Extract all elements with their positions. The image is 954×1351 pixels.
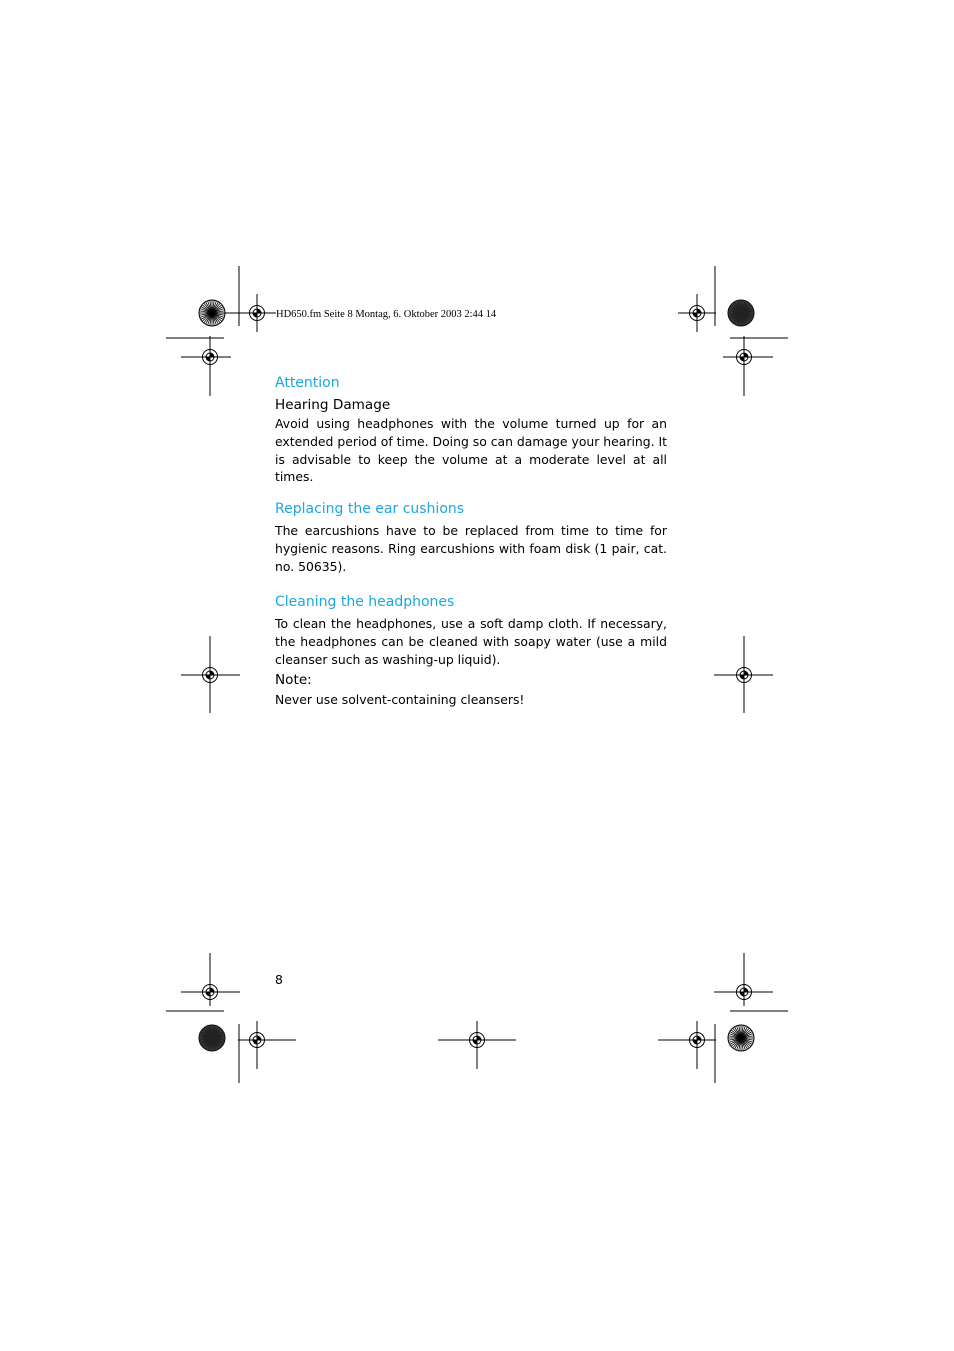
- page-number: 8: [275, 972, 283, 987]
- star-target: [728, 300, 754, 326]
- file-slug: HD650.fm Seite 8 Montag, 6. Oktober 2003 2:44 14: [276, 309, 497, 320]
- registration-mark: [723, 336, 765, 378]
- hearing-damage-subheading: Hearing Damage: [275, 397, 391, 413]
- cleaning-heading: Cleaning the headphones: [275, 594, 455, 610]
- replacing-heading: Replacing the ear cushions: [275, 501, 465, 517]
- note-text: Never use solvent-containing cleansers!: [275, 692, 525, 707]
- registration-mark: [189, 336, 231, 378]
- attention-body: Avoid using headphones with the volume turned up for an extended period of time. Doing so can damage your hearing. It is advisable to keep the volume at a moderate level at all times.: [275, 416, 667, 485]
- star-target: [199, 1025, 225, 1051]
- cleaning-body: To clean the headphones, use a soft damp cloth. If necessary, the headphones can be cleaned with soapy water (use a mild cleanser such as washing-up liquid).: [275, 616, 667, 667]
- registration-mark: [238, 294, 276, 332]
- replacing-body: The earcushions have to be replaced from time to time for hygienic reasons. Ring earcushions with foam disk (1 pair, cat. no. 50635).: [275, 523, 667, 574]
- star-target: [728, 1025, 754, 1051]
- registration-mark: [678, 294, 716, 332]
- attention-heading: Attention: [275, 375, 340, 391]
- note-label: Note:: [275, 672, 312, 688]
